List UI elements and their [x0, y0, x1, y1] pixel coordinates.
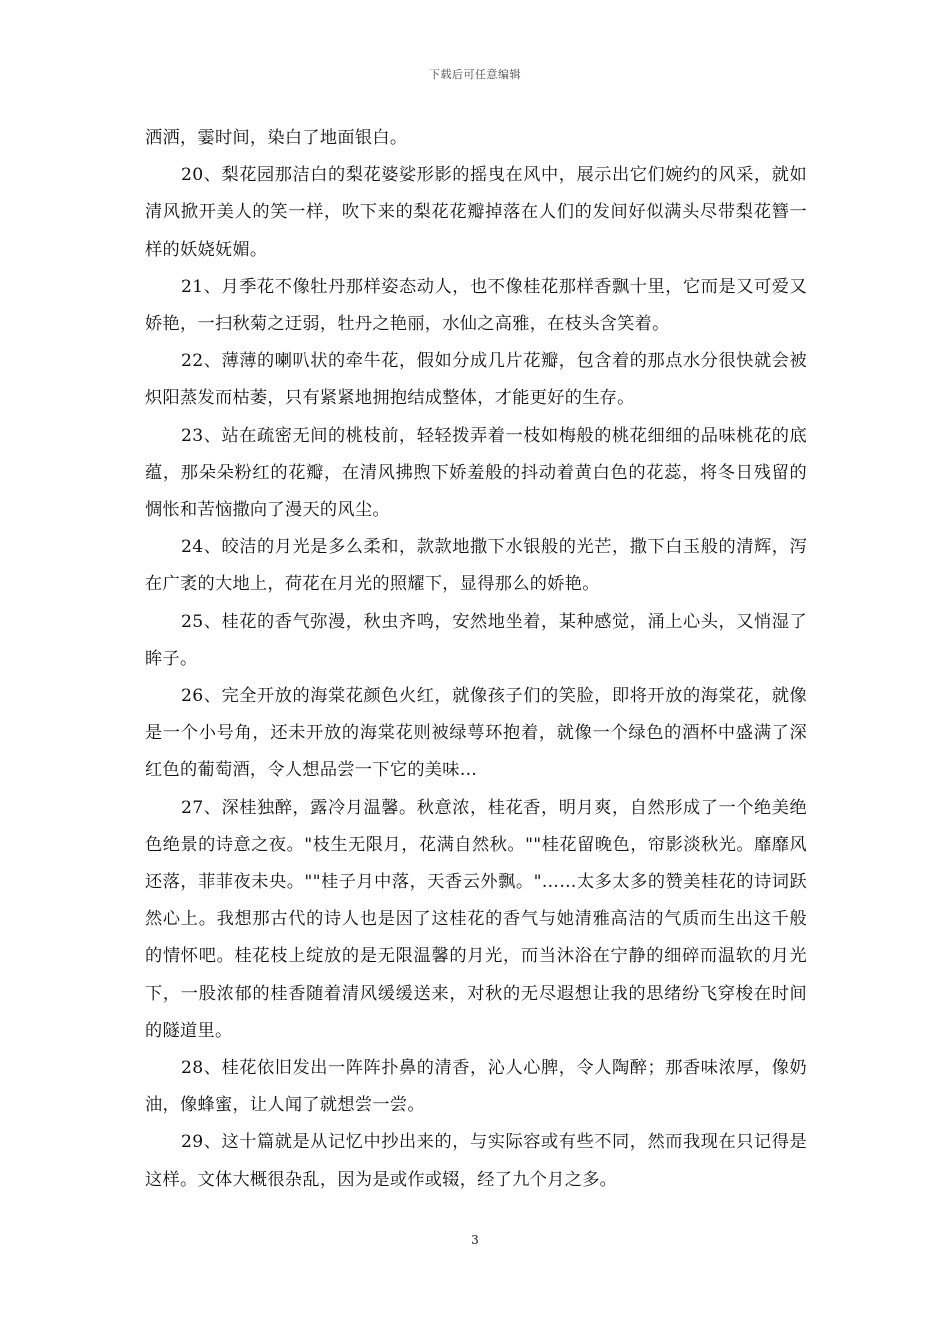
- page-header: 下载后可任意编辑: [429, 68, 521, 81]
- paragraph-20: 20、梨花园那洁白的梨花婆娑形影的摇曳在风中，展示出它们婉约的风采，就如清风掀开美人的笑一样，吹下来的梨花花瓣掉落在人们的发间好似满头尽带梨花簪一样的妖娆妩媚。: [145, 165, 807, 260]
- paragraph-24: 24、皎洁的月光是多么柔和，款款地撒下水银般的光芒，撒下白玉般的清辉，泻在广袤的大地上，荷花在月光的照耀下，显得那么的娇艳。: [145, 537, 807, 595]
- paragraph-continued: 洒洒，霎时间，染白了地面银白。: [145, 128, 408, 148]
- paragraph-29: 29、这十篇就是从记忆中抄出来的，与实际容或有些不同，然而我现在只记得是这样。文体大概很杂乱，因为是或作或辍，经了九个月之多。: [145, 1132, 807, 1190]
- paragraph-28: 28、桂花依旧发出一阵阵扑鼻的清香，沁人心脾，令人陶醉；那香味浓厚，像奶油，像蜂蜜，让人闻了就想尝一尝。: [145, 1058, 807, 1116]
- paragraph-22: 22、薄薄的喇叭状的牵牛花，假如分成几片花瓣，包含着的那点水分很快就会被炽阳蒸发而枯萎，只有紧紧地拥抱结成整体，才能更好的生存。: [145, 351, 807, 409]
- paragraph-25: 25、桂花的香气弥漫，秋虫齐鸣，安然地坐着，某种感觉，涌上心头，又悄湿了眸子。: [145, 611, 807, 669]
- paragraph-21: 21、月季花不像牡丹那样姿态动人，也不像桂花那样香飘十里，它而是又可爱又娇艳，一扫秋菊之迂弱，牡丹之艳丽，水仙之高雅，在枝头含笑着。: [145, 276, 807, 335]
- paragraph-23: 23、站在疏密无间的桃枝前，轻轻拨弄着一枝如梅般的桃花细细的品味桃花的底蕴，那朵朵粉红的花瓣，在清风拂煦下娇羞般的抖动着黄白色的花蕊，将冬日残留的惆怅和苦恼撒向了漫天的风尘。: [145, 425, 807, 521]
- paragraph-26: 26、完全开放的海棠花颜色火红，就像孩子们的笑脸，即将开放的海棠花，就像是一个小号角，还未开放的海棠花则被绿萼环抱着，就像一个绿色的酒杯中盛满了深红色的葡萄酒，令人想品尝一下它的美味…: [145, 686, 807, 781]
- document-body: [145, 120, 807, 1199]
- page-number: 3: [471, 1233, 479, 1247]
- paragraph-27: 27、深桂独醉，露冷月温馨。秋意浓，桂花香，明月爽，自然形成了一个绝美绝色绝景的诗意之夜。"枝生无限月，花满自然秋。""桂花留晚色，帘影淡秋光。靡靡风还落，菲菲夜未央。""桂子月中落，天香云外飘。"……太多太多的赞美桂花的诗词跃然心上。我想那古代的诗人也是因了这桂花的香气与她清雅高洁的气质而生出这千般的情怀吧。桂花枝上绽放的是无限温馨的月光，而当沐浴在宁静的细碎而温软的月光下，一股浓郁的桂香随着清风缓缓送来，对秋的无尽遐想让我的思绪纷飞穿梭在时间的隧道里。: [145, 797, 807, 1041]
